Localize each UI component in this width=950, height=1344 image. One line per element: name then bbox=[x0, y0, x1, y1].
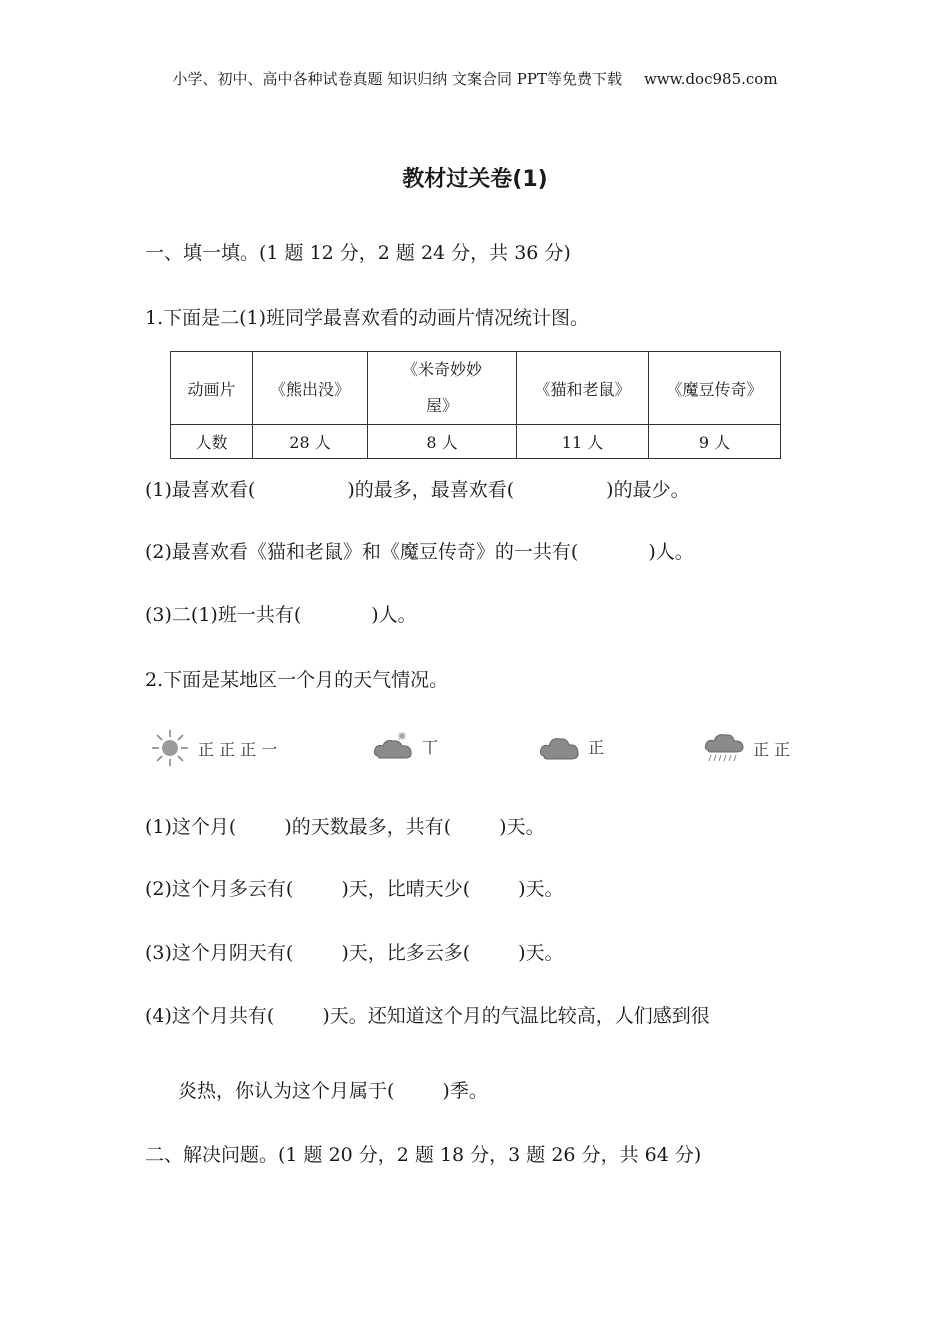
q2-sub4-continued bbox=[178, 1076, 488, 1103]
q1-intro: 1.下面是二(1)班同学最喜欢看的动画片情况统计图。 bbox=[145, 307, 590, 329]
text: )季。 bbox=[442, 1080, 488, 1102]
text: (3)这个月阴天有( bbox=[145, 942, 294, 964]
sun-icon bbox=[150, 728, 190, 768]
text: )天。 bbox=[518, 942, 564, 964]
header-url: www.doc985.com bbox=[643, 70, 778, 88]
section1-heading: 一、填一填。(1 题 12 分，2 题 24 分，共 36 分) bbox=[145, 242, 571, 264]
text: )的最少。 bbox=[606, 479, 690, 501]
table-cell-line: 《米奇妙妙 bbox=[401, 360, 482, 379]
rain-icon bbox=[703, 728, 745, 768]
weather-sunny bbox=[150, 728, 277, 768]
table-row bbox=[171, 425, 781, 459]
page-title: 教材过关卷(1) bbox=[402, 167, 548, 192]
text: (2)这个月多云有( bbox=[145, 878, 294, 900]
table-header-cell: 人数 bbox=[171, 425, 253, 459]
q1-sub1 bbox=[145, 475, 690, 502]
table-cell: 《熊出没》 bbox=[253, 352, 368, 425]
q1-sub3 bbox=[145, 600, 417, 627]
text: 炎热，你认为这个月属于( bbox=[178, 1080, 395, 1102]
cloudy-icon bbox=[372, 728, 414, 764]
text: (2)最喜欢看《猫和老鼠》和《魔豆传奇》的一共有( bbox=[145, 541, 579, 563]
table-header-cell: 动画片 bbox=[171, 352, 253, 425]
table-cell-line: 屋》 bbox=[425, 396, 458, 415]
table-cell: 《魔豆传奇》 bbox=[649, 352, 781, 425]
text: )的天数最多，共有( bbox=[284, 816, 452, 838]
table-cell: 28 人 bbox=[253, 425, 368, 459]
cartoon-stats-table bbox=[170, 351, 781, 459]
text: )人。 bbox=[371, 604, 417, 626]
q1-sub2 bbox=[145, 537, 694, 564]
weather-record bbox=[0, 728, 950, 768]
text: (1)这个月( bbox=[145, 816, 237, 838]
tally-mark: 正 bbox=[588, 737, 605, 757]
table-row bbox=[171, 352, 781, 425]
text: )天。还知道这个月的气温比较高，人们感到很 bbox=[322, 1005, 710, 1027]
overcast-icon bbox=[538, 728, 580, 764]
text: )天。 bbox=[518, 878, 564, 900]
tally-mark: 丅 bbox=[422, 737, 439, 757]
q2-sub1 bbox=[145, 812, 545, 839]
text: (1)最喜欢看( bbox=[145, 479, 256, 501]
text: )天，比晴天少( bbox=[341, 878, 471, 900]
weather-rainy bbox=[703, 728, 790, 768]
header-left-text: 小学、初中、高中各种试卷真题 知识归纳 文案合同 PPT等免费下载 bbox=[172, 70, 622, 88]
q2-intro: 2.下面是某地区一个月的天气情况。 bbox=[145, 669, 449, 691]
table-cell bbox=[368, 352, 517, 425]
table-cell: 8 人 bbox=[368, 425, 517, 459]
tally-mark: 正 正 正 一 bbox=[198, 739, 278, 759]
text: )人。 bbox=[648, 541, 694, 563]
section2-heading: 二、解决问题。(1 题 20 分，2 题 18 分，3 题 26 分，共 64 分) bbox=[145, 1144, 702, 1166]
table-cell: 11 人 bbox=[517, 425, 649, 459]
q2-sub2 bbox=[145, 874, 564, 901]
text: (4)这个月共有( bbox=[145, 1005, 275, 1027]
page-header bbox=[0, 68, 950, 89]
q2-sub4 bbox=[145, 1001, 710, 1028]
weather-overcast bbox=[538, 728, 604, 764]
text: )天。 bbox=[499, 816, 545, 838]
text: )的最多，最喜欢看( bbox=[347, 479, 515, 501]
q2-sub3 bbox=[145, 938, 564, 965]
tally-mark: 正 正 bbox=[753, 739, 791, 759]
text: (3)二(1)班一共有( bbox=[145, 604, 302, 626]
weather-cloudy bbox=[372, 728, 438, 764]
table-cell: 9 人 bbox=[649, 425, 781, 459]
text: )天，比多云多( bbox=[341, 942, 471, 964]
table-cell: 《猫和老鼠》 bbox=[517, 352, 649, 425]
